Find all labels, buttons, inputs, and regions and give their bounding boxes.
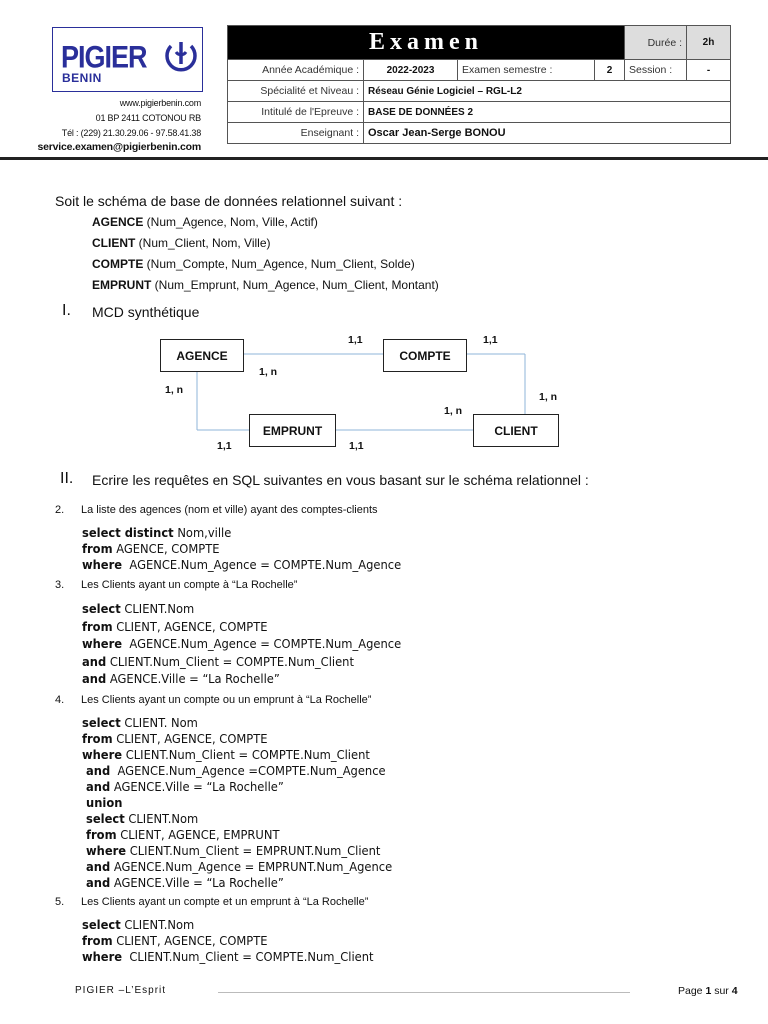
sql-line: select distinct Nom,ville: [82, 525, 232, 540]
intro-text: Soit le schéma de base de données relationnel suivant :: [55, 193, 403, 209]
sql-line: and AGENCE.Num_Agence = EMPRUNT.Num_Agence: [82, 859, 393, 874]
question-number: 2.: [55, 504, 65, 516]
schema-name: COMPTE: [92, 257, 144, 271]
sql-line: from CLIENT, AGENCE, COMPTE: [82, 731, 268, 746]
contact-tel: Tél : (229) 21.30.29.06 - 97.58.41.38: [61, 128, 201, 138]
schema-emprunt: [92, 278, 439, 292]
sql-line: select CLIENT.Nom: [82, 811, 199, 826]
sql-line: union: [82, 795, 123, 810]
sql-line: from CLIENT, AGENCE, COMPTE: [82, 933, 268, 948]
enseignant-value: Oscar Jean-Serge BONOU: [364, 123, 731, 144]
question-text: Les Clients ayant un compte ou un emprunt à “La Rochelle”: [81, 694, 372, 706]
card-emprunt-client-top: 1, n: [444, 405, 463, 417]
contact-email: service.examen@pigierbenin.com: [37, 141, 201, 153]
sql-line: where AGENCE.Num_Agence = COMPTE.Num_Agence: [82, 636, 402, 651]
schema-name: EMPRUNT: [92, 278, 152, 292]
session-value: -: [687, 60, 731, 81]
sql-line: select CLIENT.Nom: [82, 917, 195, 932]
sql-line: and AGENCE.Num_Agence =COMPTE.Num_Agence: [82, 763, 386, 778]
sql-line: select CLIENT.Nom: [82, 601, 195, 616]
sql-line: where CLIENT.Num_Client = EMPRUNT.Num_Client: [82, 843, 381, 858]
question-text: Les Clients ayant un compte à “La Rochelle”: [81, 579, 298, 591]
contact-address: 01 BP 2411 COTONOU RB: [95, 113, 201, 123]
sql-line: and AGENCE.Ville = “La Rochelle”: [82, 671, 280, 686]
sql-line: where CLIENT.Num_Client = COMPTE.Num_Client: [82, 747, 370, 762]
sql-line: and CLIENT.Num_Client = COMPTE.Num_Client: [82, 653, 354, 669]
question-text: La liste des agences (nom et ville) ayant des comptes-clients: [81, 504, 378, 516]
entity-emprunt: EMPRUNT: [249, 414, 336, 447]
specialite-label: Spécialité et Niveau :: [228, 81, 364, 102]
question-number: 3.: [55, 579, 65, 591]
question-text: Les Clients ayant un compte et un emprunt à “La Rochelle”: [81, 896, 369, 908]
sql-line: from CLIENT, AGENCE, EMPRUNT: [82, 827, 280, 842]
section-2-number: II.: [60, 470, 74, 487]
footer-divider: [218, 992, 630, 993]
footer-brand: PIGIER –L’Esprit: [75, 985, 167, 996]
schema-name: AGENCE: [92, 215, 144, 229]
specialite-value: Réseau Génie Logiciel – RGL-L2: [364, 81, 731, 102]
sql-line: and AGENCE.Ville = “La Rochelle”: [82, 875, 284, 890]
schema-attrs: (Num_Agence, Nom, Ville, Actif): [143, 215, 318, 229]
card-compte-client-right: 1, n: [539, 391, 558, 403]
sql-query-5: [82, 917, 374, 965]
contact-website: www.pigierbenin.com: [119, 98, 201, 108]
header-divider: [0, 157, 768, 160]
intitule-label: Intitulé de l'Epreuve :: [228, 102, 364, 123]
section-1-number: I.: [62, 302, 71, 319]
entity-compte: COMPTE: [383, 339, 467, 372]
question-number: 5.: [55, 896, 65, 908]
entity-client: CLIENT: [473, 414, 559, 447]
section-2-title: Ecrire les requêtes en SQL suivantes en vous basant sur le schéma relationnel :: [92, 472, 589, 488]
sql-query-2: [82, 525, 401, 573]
page-indicator: Page 1 sur 4: [678, 985, 738, 997]
card-emprunt-client-bottom: 1,1: [349, 440, 364, 452]
pigier-logo: [52, 27, 203, 92]
card-agence-emprunt-bottom: 1,1: [217, 440, 232, 452]
card-agence-emprunt-left: 1, n: [165, 384, 184, 396]
question-number: 4.: [55, 694, 65, 706]
sql-line: and AGENCE.Ville = “La Rochelle”: [82, 779, 284, 794]
sql-line: select CLIENT. Nom: [82, 715, 198, 730]
section-1-title: MCD synthétique: [92, 304, 200, 320]
annee-label: Année Académique :: [228, 60, 364, 81]
semestre-value: 2: [595, 60, 625, 81]
card-compte-client-top: 1,1: [483, 334, 498, 346]
exam-title: Examen: [228, 26, 625, 60]
pigier-mark-icon: [165, 38, 197, 78]
schema-attrs: (Num_Client, Nom, Ville): [135, 236, 271, 250]
schema-compte: [92, 257, 415, 271]
schema-agence: [92, 215, 318, 229]
sql-line: where AGENCE.Num_Agence = COMPTE.Num_Agence: [82, 557, 402, 572]
schema-attrs: (Num_Emprunt, Num_Agence, Num_Client, Montant): [151, 278, 439, 292]
schema-client: [92, 236, 271, 250]
duree-value: 2h: [687, 26, 731, 60]
semestre-label: Examen semestre :: [458, 60, 595, 81]
sql-line: where CLIENT.Num_Client = COMPTE.Num_Client: [82, 949, 374, 964]
session-label: Session :: [625, 60, 687, 81]
sql-line: from AGENCE, COMPTE: [82, 541, 220, 556]
card-agence-compte-top: 1,1: [348, 334, 363, 346]
schema-attrs: (Num_Compte, Num_Agence, Num_Client, Solde): [143, 257, 415, 271]
entity-agence: AGENCE: [160, 339, 244, 372]
exam-header-table: [227, 25, 731, 144]
card-agence-compte-left: 1, n: [259, 366, 278, 378]
section-1-heading: [62, 304, 742, 324]
schema-name: CLIENT: [92, 236, 136, 250]
logo-sub-text: BENIN: [62, 71, 102, 85]
annee-value: 2022-2023: [364, 60, 458, 81]
sql-line: from CLIENT, AGENCE, COMPTE: [82, 618, 268, 634]
sql-query-3: [82, 600, 401, 688]
logo-main-text: PIGIER: [61, 40, 147, 75]
sql-query-4: [82, 715, 392, 891]
duree-label: Durée :: [625, 26, 687, 60]
section-2-heading: [60, 472, 750, 492]
enseignant-label: Enseignant :: [228, 123, 364, 144]
intitule-value: BASE DE DONNÉES 2: [364, 102, 731, 123]
